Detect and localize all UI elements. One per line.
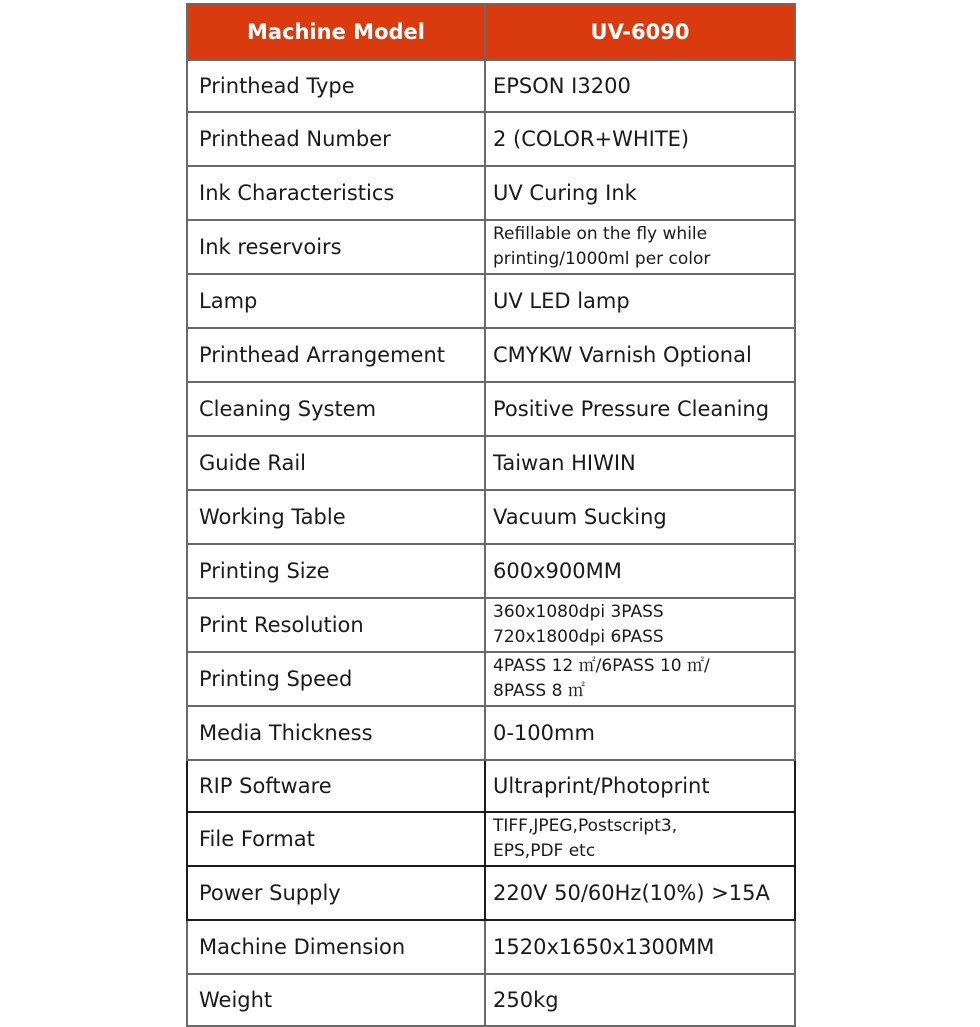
table-row	[187, 598, 795, 652]
spec-value-line: 1520x1650x1300MM	[493, 934, 715, 959]
spec-value	[485, 220, 795, 274]
header-row	[187, 4, 795, 60]
spec-value	[485, 60, 795, 112]
spec-value-line: Taiwan HIWIN	[493, 450, 636, 475]
spec-label: Power Supply	[187, 866, 485, 920]
spec-value-line: EPS,PDF etc	[493, 841, 596, 861]
spec-body	[187, 60, 795, 1026]
spec-value-line: EPSON I3200	[493, 73, 631, 98]
spec-value	[485, 812, 795, 866]
spec-value-line: 220V 50/60Hz(10%) >15A	[493, 880, 770, 905]
spec-value-line: 360x1080dpi 3PASS	[493, 602, 664, 623]
table-row	[187, 490, 795, 544]
spec-value-line: 720x1800dpi 6PASS	[493, 627, 664, 647]
spec-value	[485, 652, 795, 706]
spec-value-line: 0-100mm	[493, 720, 595, 745]
spec-value-line: UV LED lamp	[493, 288, 630, 313]
table-row	[187, 974, 795, 1026]
spec-value-line: 4PASS 12 ㎡/6PASS 10 ㎡/	[493, 656, 710, 677]
header-machine-model-label: Machine Model	[187, 4, 485, 60]
table-row	[187, 382, 795, 436]
table-row	[187, 706, 795, 760]
spec-value	[485, 490, 795, 544]
spec-value-line: UV Curing Ink	[493, 180, 637, 205]
spec-value	[485, 974, 795, 1026]
table-row	[187, 112, 795, 166]
table-row	[187, 220, 795, 274]
spec-value-line: 250kg	[493, 987, 559, 1012]
spec-value-line: 8PASS 8 ㎡	[493, 681, 585, 701]
spec-label: Ink reservoirs	[187, 220, 485, 274]
spec-label: Ink Characteristics	[187, 166, 485, 220]
spec-value	[485, 866, 795, 920]
spec-value	[485, 760, 795, 812]
spec-value-line: Vacuum Sucking	[493, 504, 667, 529]
spec-label: Working Table	[187, 490, 485, 544]
spec-value-line: Refillable on the fly while	[493, 224, 708, 245]
spec-table	[186, 3, 796, 1027]
table-row	[187, 812, 795, 866]
spec-label: Guide Rail	[187, 436, 485, 490]
spec-label: Printhead Number	[187, 112, 485, 166]
spec-value-line: 2 (COLOR+WHITE)	[493, 126, 690, 151]
spec-label: File Format	[187, 812, 485, 866]
spec-value	[485, 166, 795, 220]
table-row	[187, 274, 795, 328]
spec-value	[485, 274, 795, 328]
table-row	[187, 866, 795, 920]
spec-label: Printing Size	[187, 544, 485, 598]
table-row	[187, 544, 795, 598]
table-row	[187, 166, 795, 220]
spec-value-line: CMYKW Varnish Optional	[493, 342, 752, 367]
spec-value	[485, 112, 795, 166]
spec-label: Printing Speed	[187, 652, 485, 706]
spec-label: RIP Software	[187, 760, 485, 812]
table-row	[187, 60, 795, 112]
spec-label: Print Resolution	[187, 598, 485, 652]
spec-label: Weight	[187, 974, 485, 1026]
table-row	[187, 328, 795, 382]
spec-value	[485, 598, 795, 652]
table-row	[187, 436, 795, 490]
table-row	[187, 760, 795, 812]
spec-value	[485, 544, 795, 598]
spec-label: Cleaning System	[187, 382, 485, 436]
spec-value	[485, 706, 795, 760]
spec-value-line: printing/1000ml per color	[493, 249, 711, 269]
spec-value-line: Positive Pressure Cleaning	[493, 396, 770, 421]
spec-value-line: Ultraprint/Photoprint	[493, 773, 710, 798]
table-row	[187, 920, 795, 974]
spec-value	[485, 920, 795, 974]
spec-value	[485, 436, 795, 490]
table-row	[187, 652, 795, 706]
spec-label: Media Thickness	[187, 706, 485, 760]
spec-value	[485, 328, 795, 382]
header-model-value: UV-6090	[485, 4, 795, 60]
spec-label: Machine Dimension	[187, 920, 485, 974]
spec-value-line: 600x900MM	[493, 558, 622, 583]
spec-value-line: TIFF,JPEG,Postscript3,	[493, 816, 678, 837]
spec-value	[485, 382, 795, 436]
spec-label: Lamp	[187, 274, 485, 328]
spec-label: Printhead Arrangement	[187, 328, 485, 382]
spec-label: Printhead Type	[187, 60, 485, 112]
